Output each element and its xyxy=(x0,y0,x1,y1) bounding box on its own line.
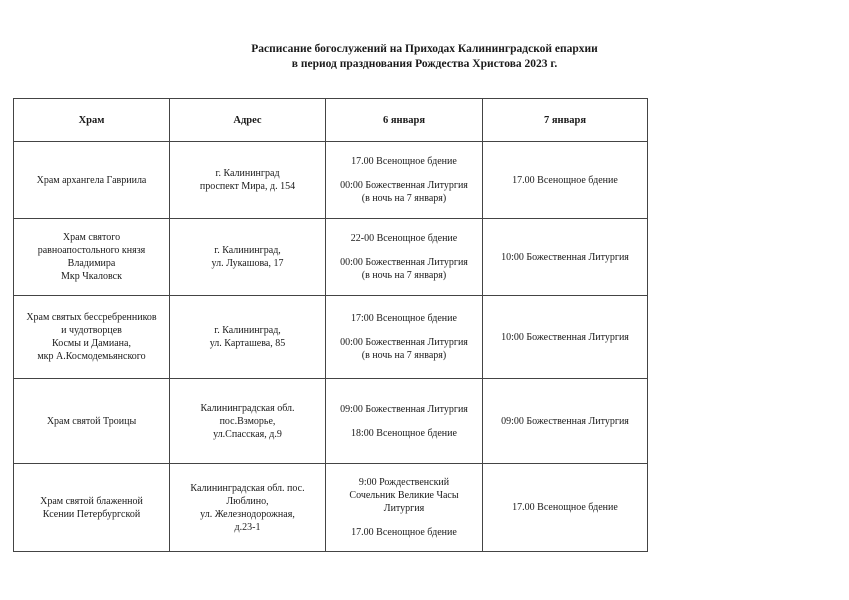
service-line: 17:00 Всенощное бдение xyxy=(351,313,457,324)
church-cell xyxy=(14,464,170,552)
church-name-line: Храм святого xyxy=(62,232,121,243)
service-line: 17.00 Всенощное бдение xyxy=(512,502,618,513)
address-line: ул. Лукашова, 17 xyxy=(211,258,284,269)
title-line-1: Расписание богослужений на Приходах Калининградской епархии xyxy=(251,43,598,55)
address-line: Калининградская обл. пос. xyxy=(190,482,305,494)
church-cell xyxy=(14,142,170,219)
church-name-line: равноапостольного князя xyxy=(37,245,146,256)
title-line-2: в период празднования Рождества Христова 2023 г. xyxy=(291,58,558,70)
service-line: 00:00 Божественная Литургия xyxy=(340,180,468,191)
address-line: г. Калининград, xyxy=(214,245,281,256)
address-line: пос.Взморье, xyxy=(219,415,276,427)
address-line: г. Калининград xyxy=(215,168,280,179)
address-line: ул.Спасская, д.9 xyxy=(213,428,282,440)
church-cell xyxy=(14,219,170,296)
service-line: (в ночь на 7 января) xyxy=(361,193,447,204)
jan6-cell xyxy=(326,464,483,552)
jan6-cell xyxy=(326,219,483,296)
header-address: Адрес xyxy=(170,99,326,142)
schedule-table xyxy=(13,98,648,552)
service-line: 00:00 Божественная Литургия xyxy=(340,257,468,268)
church-cell xyxy=(14,296,170,379)
address-line: д.23-1 xyxy=(234,521,261,533)
document-title xyxy=(0,42,849,72)
service-line: (в ночь на 7 января) xyxy=(361,270,447,281)
jan7-cell xyxy=(483,379,648,464)
table-row xyxy=(14,379,648,464)
service-gap xyxy=(330,168,478,179)
church-name-line: Храм архангела Гавриила xyxy=(36,174,147,186)
service-line: 9:00 Рождественский xyxy=(358,477,450,488)
church-name-line: мкр А.Космодемьянского xyxy=(37,351,146,362)
jan7-cell xyxy=(483,219,648,296)
table-header-row xyxy=(14,99,648,142)
service-gap xyxy=(330,515,478,526)
table-row xyxy=(14,219,648,296)
service-line: 17.00 Всенощное бдение xyxy=(351,527,457,538)
address-line: ул. Карташева, 85 xyxy=(209,338,286,349)
church-name-line: Владимира xyxy=(67,258,116,269)
table-row xyxy=(14,142,648,219)
address-line: ул. Железнодорожная, xyxy=(200,508,295,520)
address-cell xyxy=(170,296,326,379)
church-name-line: Мкр Чкаловск xyxy=(61,271,122,282)
header-jan7: 7 января xyxy=(483,99,648,142)
jan6-cell xyxy=(326,379,483,464)
address-cell xyxy=(170,142,326,219)
church-name-line: Храм святой блаженной xyxy=(40,495,143,507)
header-church: Храм xyxy=(14,99,170,142)
service-line: 10:00 Божественная Литургия xyxy=(501,331,629,343)
service-line: 00:00 Божественная Литургия xyxy=(340,337,468,348)
address-line: Люблино, xyxy=(226,495,269,507)
jan7-cell xyxy=(483,142,648,219)
jan7-cell xyxy=(483,296,648,379)
address-line: г. Калининград, xyxy=(214,325,281,336)
church-name-line: Храм святых бессребренников xyxy=(26,312,157,323)
service-gap xyxy=(330,416,478,427)
address-cell xyxy=(170,464,326,552)
church-name-line: и чудотворцев xyxy=(61,325,122,336)
church-name-line: Храм святой Троицы xyxy=(46,415,137,427)
header-jan6: 6 января xyxy=(326,99,483,142)
service-line: 10:00 Божественная Литургия xyxy=(501,251,629,263)
service-line: 09:00 Божественная Литургия xyxy=(501,415,629,427)
service-gap xyxy=(330,245,478,256)
jan7-cell xyxy=(483,464,648,552)
service-line: 17.00 Всенощное бдение xyxy=(512,174,618,186)
church-name-line: Ксении Петербургской xyxy=(42,508,141,520)
address-cell xyxy=(170,379,326,464)
church-cell xyxy=(14,379,170,464)
table-row xyxy=(14,464,648,552)
jan6-cell xyxy=(326,142,483,219)
table-row xyxy=(14,296,648,379)
service-line: Сочельник Великие Часы xyxy=(349,490,459,501)
jan6-cell xyxy=(326,296,483,379)
service-line: 22-00 Всенощное бдение xyxy=(350,233,458,244)
service-line: 18:00 Всенощное бдение xyxy=(351,427,457,439)
service-gap xyxy=(330,325,478,336)
church-name-line: Космы и Дамиана, xyxy=(52,338,131,349)
address-line: проспект Мира, д. 154 xyxy=(199,181,296,192)
service-line: 09:00 Божественная Литургия xyxy=(340,403,468,415)
address-line: Калининградская обл. xyxy=(200,402,295,414)
address-cell xyxy=(170,219,326,296)
service-line: (в ночь на 7 января) xyxy=(361,350,447,361)
service-line: Литургия xyxy=(383,503,425,514)
service-line: 17.00 Всенощное бдение xyxy=(351,156,457,167)
